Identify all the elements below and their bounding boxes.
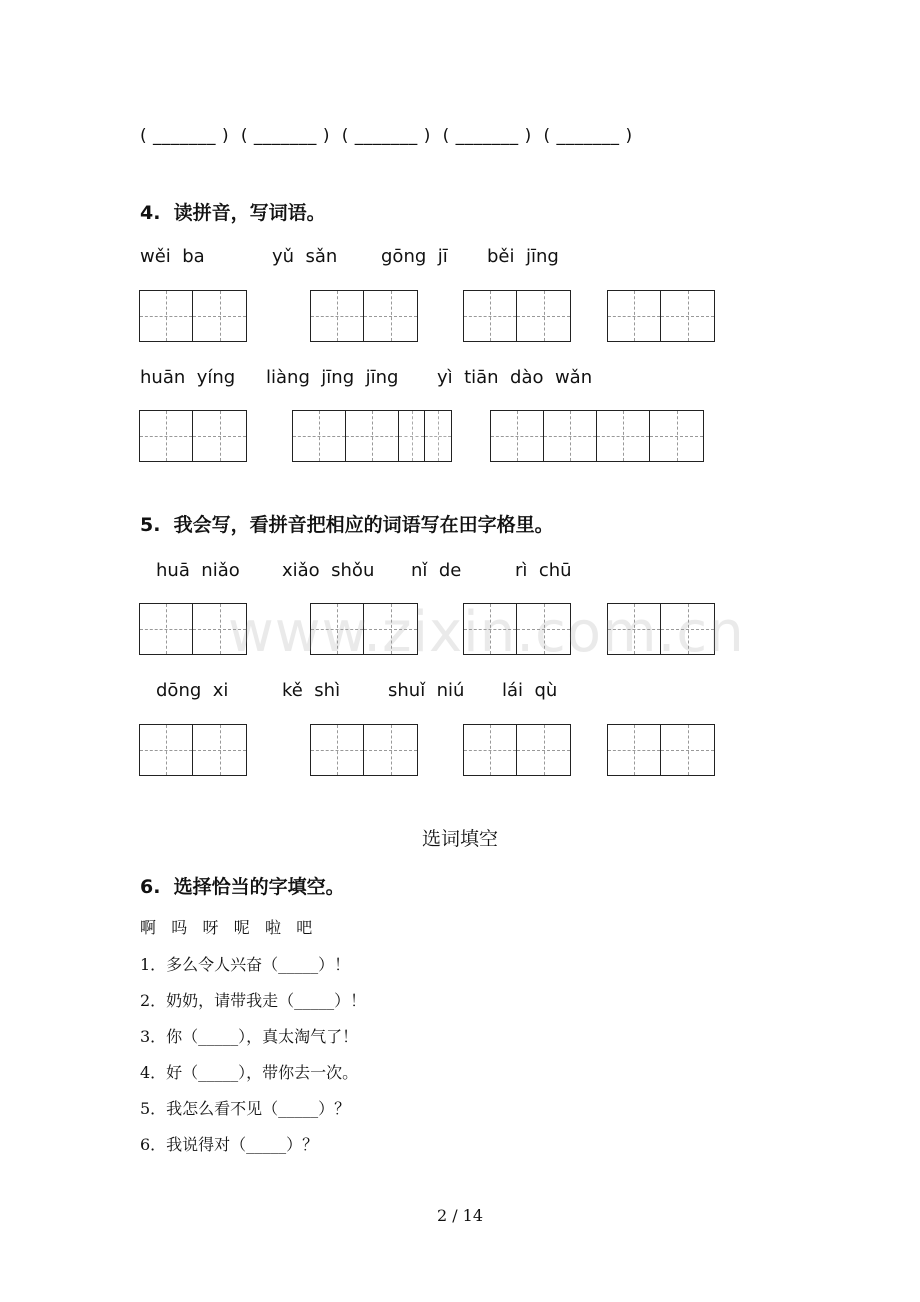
- tianzige-box[interactable]: [607, 290, 715, 342]
- page-number: 2 / 14: [436, 1206, 484, 1225]
- question-4-title: 4. 读拼音，写词语。: [140, 202, 326, 224]
- fill-item: 6．我说得对（_____）？: [140, 1135, 319, 1154]
- pinyin-label: xiǎo shǒu: [282, 560, 375, 581]
- pinyin-label: yǔ sǎn: [272, 246, 338, 267]
- pinyin-label: huān yíng: [140, 367, 236, 388]
- tianzige-box[interactable]: [463, 290, 571, 342]
- pinyin-label: gōng jī: [381, 246, 448, 267]
- word-choices: 啊 吗 呀 呢 啦 吧: [140, 918, 313, 937]
- pinyin-label: běi jīng: [487, 246, 559, 267]
- tianzige-box[interactable]: [139, 410, 247, 462]
- pinyin-label: dōng xi: [156, 680, 229, 701]
- tianzige-box[interactable]: [463, 724, 571, 776]
- tianzige-box[interactable]: [139, 290, 247, 342]
- question-5-title: 5. 我会写，看拼音把相应的词语写在田字格里。: [140, 514, 554, 536]
- answer-blanks-row: ( _______ ) ( _______ ) ( _______ ) ( _______ ) ( _______ ): [140, 126, 633, 146]
- watermark: www.zixin.com.cn: [228, 600, 745, 665]
- question-6-title: 6. 选择恰当的字填空。: [140, 876, 345, 898]
- pinyin-label: yì tiān dào wǎn: [437, 367, 593, 388]
- tianzige-box[interactable]: [490, 410, 704, 462]
- fill-item: 3．你（_____），真太淘气了！: [140, 1027, 359, 1046]
- section-title: 选词填空: [421, 828, 498, 850]
- tianzige-box[interactable]: [607, 724, 715, 776]
- pinyin-label: kě shì: [282, 680, 341, 701]
- tianzige-box[interactable]: [310, 290, 418, 342]
- pinyin-label: lái qù: [502, 680, 558, 701]
- tianzige-box[interactable]: [310, 724, 418, 776]
- pinyin-label: huā niǎo: [156, 560, 240, 581]
- fill-item: 5．我怎么看不见（_____）？: [140, 1099, 351, 1118]
- fill-item: 4．好（_____），带你去一次。: [140, 1063, 359, 1082]
- pinyin-label: wěi ba: [140, 246, 205, 267]
- pinyin-label: nǐ de: [411, 560, 462, 581]
- fill-item: 2．奶奶，请带我走（_____）！: [140, 991, 367, 1010]
- pinyin-label: liàng jīng jīng: [266, 367, 399, 388]
- pinyin-label: shuǐ niú: [388, 680, 465, 701]
- pinyin-label: rì chū: [515, 560, 572, 581]
- tianzige-box[interactable]: [139, 724, 247, 776]
- tianzige-box[interactable]: [292, 410, 452, 462]
- fill-item: 1．多么令人兴奋（_____）！: [140, 955, 351, 974]
